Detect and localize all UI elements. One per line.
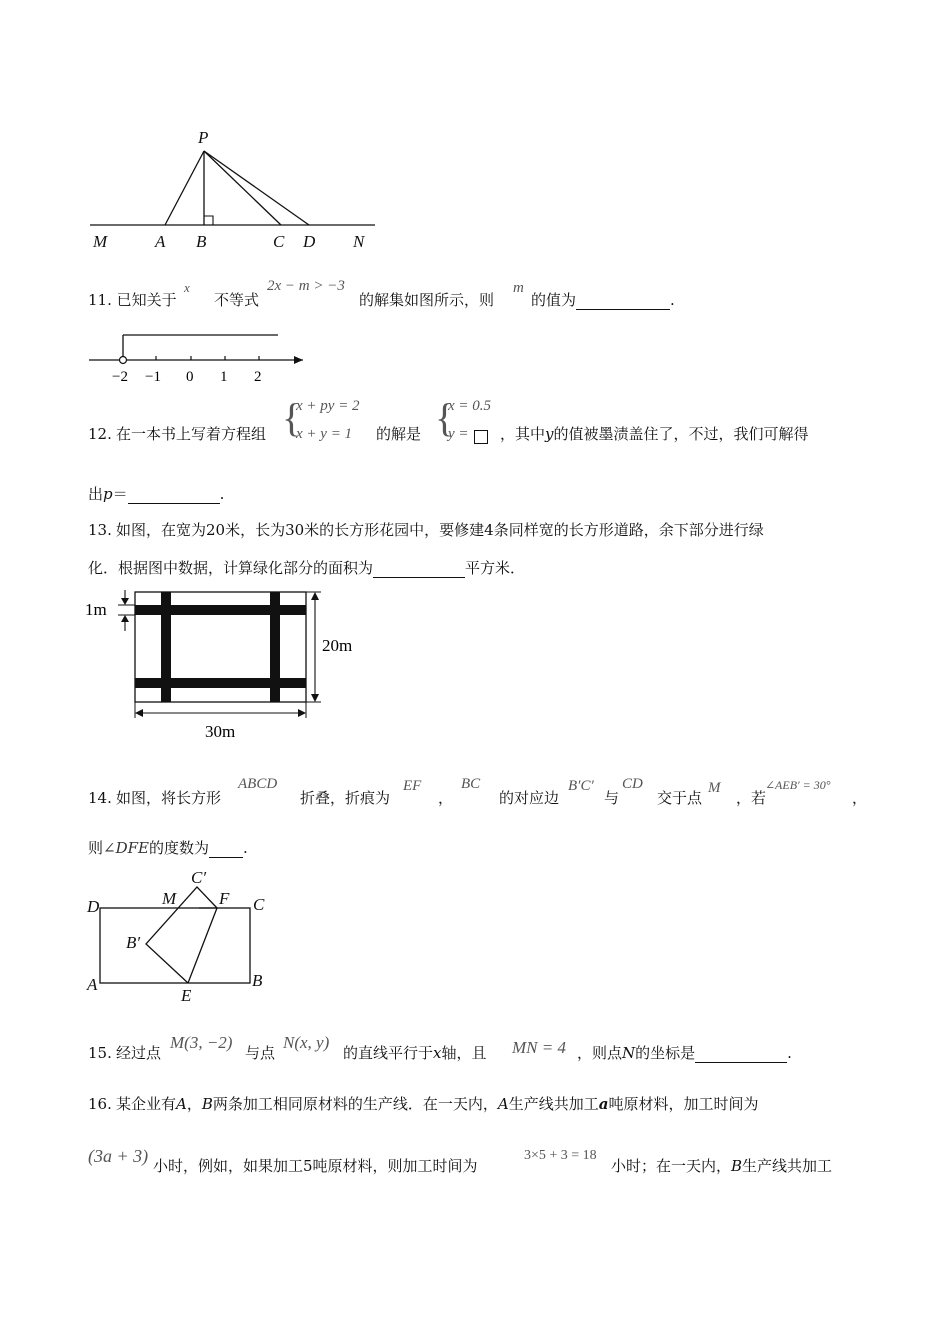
- q14-bc-prime: B′C′: [568, 778, 594, 794]
- q14-text-6: 交于点: [657, 789, 703, 807]
- tick-0: 0: [186, 369, 194, 385]
- q14-line-2: [88, 838, 248, 858]
- q12-sol1: x = 0.5: [448, 398, 492, 414]
- q14-line2a: 则: [88, 839, 104, 857]
- q16-line2c: 生产线共加工: [742, 1157, 833, 1175]
- q14-text-2: 折叠，折痕为: [300, 789, 391, 807]
- label-C: C: [273, 232, 285, 251]
- q15-t6: 的坐标是: [635, 1044, 696, 1062]
- q14-text-1: 如图，将长方形: [116, 789, 222, 807]
- label-1m: 1m: [85, 600, 107, 619]
- figure-triangle-perpendicular: [85, 125, 385, 255]
- q12-eq1: x + py = 2: [296, 398, 360, 414]
- q15-t3: 的直线平行于: [343, 1044, 434, 1062]
- q11-var-m: m: [513, 280, 524, 296]
- q11-text: 已知关于: [116, 291, 177, 309]
- answer-blank-13[interactable]: [373, 561, 465, 578]
- label-B: B: [252, 971, 263, 990]
- label-P: P: [198, 128, 209, 147]
- q15-mn: MN = 4: [512, 1038, 566, 1057]
- tick-neg1: −1: [145, 369, 161, 385]
- q12-sol2: y =: [448, 426, 469, 442]
- q16-line2-rest: [611, 1156, 832, 1176]
- q15-point-m: M(3, −2): [170, 1033, 233, 1052]
- q14-line2b: 的度数为: [148, 839, 209, 857]
- q14-angle: ∠AEB′ = 30°: [765, 778, 831, 792]
- q16-line1d: 吨原材料，加工时间为: [608, 1095, 759, 1113]
- q13-line-1: 如图，在宽为20米，长为30米的长方形花园中，要修建4条同样宽的长方形道路，余下部分进行绿: [116, 521, 764, 539]
- q14-number: 14.: [88, 789, 112, 807]
- q16-calc: 3×5 + 3 = 18: [524, 1148, 597, 1163]
- q16-line2a: 小时，例如，如果加工5吨原材料，则加工时间为: [153, 1157, 478, 1175]
- q14-text-4: 的对应边: [499, 789, 560, 807]
- q11-text-2: 不等式: [214, 291, 260, 309]
- label-A: A: [87, 975, 98, 994]
- label-D: D: [303, 232, 316, 251]
- answer-blank-12[interactable]: [128, 487, 220, 504]
- q15-x: x: [433, 1044, 442, 1062]
- q13-line-2: [88, 558, 525, 578]
- q12-var-p: p: [103, 485, 113, 503]
- label-D: D: [87, 897, 100, 916]
- q13-line2a: 化．根据图中数据，计算绿化部分的面积为: [88, 559, 374, 577]
- q12-line-2: [88, 484, 224, 504]
- label-F: F: [219, 889, 230, 908]
- label-M: M: [162, 889, 177, 908]
- q14-bc: BC: [461, 776, 481, 792]
- number-line: [85, 325, 310, 387]
- q16-A2: A: [497, 1095, 509, 1113]
- q14-abcd: ABCD: [238, 776, 278, 792]
- answer-blank-15[interactable]: [695, 1046, 787, 1063]
- q16-line1a: 某企业有: [116, 1095, 177, 1113]
- q16-line1c: 生产线共加工: [508, 1095, 599, 1113]
- q16-expression: (3a + 3): [88, 1146, 149, 1166]
- q13-number: 13.: [88, 521, 112, 539]
- q15-text-3: [343, 1043, 487, 1063]
- label-C-prime: C′: [191, 868, 207, 887]
- answer-blank-14[interactable]: [209, 841, 243, 858]
- q15-text-1: 经过点: [116, 1044, 162, 1062]
- label-30m: 30m: [205, 722, 236, 741]
- label-C: C: [253, 895, 265, 914]
- q14-ef: EF: [403, 778, 422, 794]
- q15-text-4: [577, 1043, 792, 1063]
- q12-brace-1: {: [282, 395, 302, 440]
- q12-number: 12.: [88, 425, 112, 443]
- q16-line2b: 小时；在一天内，: [611, 1157, 732, 1175]
- q14-line2c: .: [242, 839, 248, 857]
- q12-text-1: 在一本书上写着方程组: [116, 425, 267, 443]
- q13-line2b: 平方米．: [465, 559, 526, 577]
- q16-B: B: [201, 1095, 213, 1113]
- q11-var-x: x: [184, 280, 190, 295]
- q12-var-y: y: [545, 425, 554, 443]
- q14-m: M: [708, 780, 721, 796]
- q16-line-1: [116, 1094, 759, 1114]
- q12-line2b: ＝: [112, 485, 128, 503]
- tick-neg2: −2: [112, 369, 128, 385]
- label-M: M: [93, 232, 108, 251]
- q14-text-5: 与: [604, 789, 620, 807]
- q12-eq2: x + y = 1: [296, 426, 353, 442]
- q11-text-3: 的解集如图所示，则: [359, 291, 495, 309]
- q16-A: A: [176, 1095, 187, 1113]
- q11-period: .: [670, 291, 675, 309]
- q12-brace-2: {: [435, 395, 455, 440]
- q16-a: a: [598, 1095, 609, 1113]
- q12-text-2: 的解是: [376, 425, 422, 443]
- q15-number: 15.: [88, 1044, 112, 1062]
- figure-garden-roads: [85, 585, 375, 745]
- question-11: [88, 290, 177, 310]
- q15-t7: .: [787, 1044, 792, 1062]
- ink-blot-box: [474, 430, 488, 444]
- label-B-prime: B′: [126, 933, 141, 952]
- tick-2: 2: [254, 369, 262, 385]
- figure-folded-rectangle: [80, 862, 280, 1007]
- q14-cd: CD: [622, 776, 643, 792]
- q15-t5: ，则点: [577, 1044, 623, 1062]
- label-E: E: [181, 986, 192, 1005]
- q11-text-4a: 的值为: [531, 291, 577, 309]
- label-20m: 20m: [322, 636, 353, 655]
- q16-line1b: 两条加工相同原材料的生产线．在一天内，: [212, 1095, 498, 1113]
- answer-blank-11[interactable]: [576, 293, 670, 310]
- q11-number: 11.: [88, 291, 112, 309]
- q12-line2c: .: [219, 485, 225, 503]
- q15-point-n: N(x, y): [283, 1033, 330, 1052]
- q12-line2a: 出: [88, 485, 104, 503]
- q14-text-8: ，: [852, 789, 868, 807]
- q14-text-7: ，若: [736, 789, 767, 807]
- q14-line2-angle: ∠DFE: [103, 839, 149, 857]
- q11-text-4: [531, 290, 675, 310]
- q15-n: N: [622, 1044, 636, 1062]
- q12-t4: 的值被墨渍盖住了，不过，我们可解得: [553, 425, 809, 443]
- label-A: A: [155, 232, 166, 251]
- q16-comma: ，: [186, 1095, 202, 1113]
- q12-text-3: [500, 424, 809, 444]
- q15-t4: 轴，且: [441, 1044, 487, 1062]
- q15-text-2: 与点: [245, 1044, 276, 1062]
- q14-text-3: ，: [438, 789, 454, 807]
- label-N: N: [353, 232, 365, 251]
- q11-inequality: 2x − m > −3: [267, 278, 345, 294]
- q16-number: 16.: [88, 1095, 112, 1113]
- q16-B2: B: [731, 1157, 743, 1175]
- tick-1: 1: [220, 369, 228, 385]
- label-B: B: [196, 232, 207, 251]
- q12-t3: ，其中: [500, 425, 546, 443]
